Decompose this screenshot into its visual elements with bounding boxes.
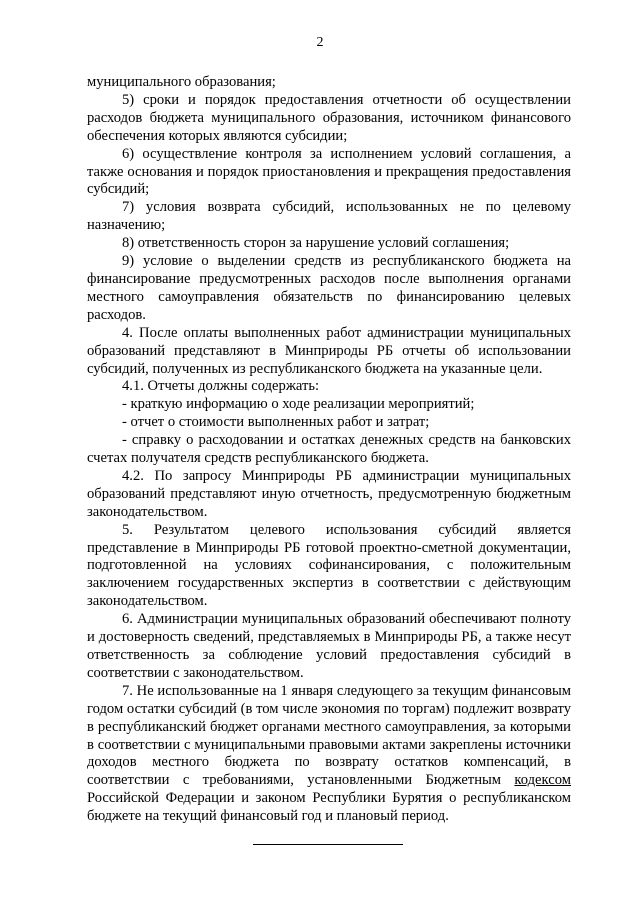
end-separator-line: [253, 844, 403, 845]
clause-7-text-start: 7. Не использованные на 1 января следующего за текущим финансовым годом остатки субсидий (в том числе экономия по торгам) подлежит возврату в республиканский бюджет органами местного самоуправления, за которыми в соответствии с муниципальными правовыми актами закреплены источники доходов местного бюджета по возврату остатков компенсаций, в соответствии с требованиями, установленными Бюджетным: [87, 682, 571, 789]
clause-6: 6. Администрации муниципальных образований обеспечивают полноту и достоверность сведений, представляемых в Минприроды РБ, а также несут ответственность за соблюдение условий предоставления субсидий в соответствии с законодательством.: [87, 611, 571, 681]
list-item-8: 8) ответственность сторон за нарушение условий соглашения;: [122, 235, 510, 252]
paragraph-continuation: муниципального образования;: [87, 74, 276, 90]
clause-4-1: 4.1. Отчеты должны содержать:: [122, 378, 320, 395]
budget-code-link[interactable]: кодексом: [514, 772, 571, 789]
list-item-9: 9) условие о выделении средств из республиканского бюджета на финансирование предусмотренных расходов после выполнения органами местного самоуправления обязательств по финансированию целевых расходов.: [87, 253, 571, 323]
clause-7-text-end: Российской Федерации и законом Республики Бурятия о республиканском бюджете на текущий финансовый год и плановый период.: [87, 790, 571, 825]
report-item-balance: - справку о расходовании и остатках денежных средств на банковских счетах получателя средств республиканского бюджета.: [87, 432, 571, 467]
clause-4-2: 4.2. По запросу Минприроды РБ администрации муниципальных образований представляют иную отчетность, предусмотренную бюджетным законодательством.: [87, 467, 571, 520]
list-item-5: 5) сроки и порядок предоставления отчетности об осуществлении расходов бюджета муниципального образования, источником финансового обеспечения которых являются субсидии;: [87, 91, 571, 144]
report-item-cost: - отчет о стоимости выполненных работ и затрат;: [122, 414, 430, 431]
report-item-info: - краткую информацию о ходе реализации мероприятий;: [122, 396, 475, 413]
list-item-7: 7) условия возврата субсидий, использованных не по целевому назначению;: [87, 199, 571, 234]
clause-5: 5. Результатом целевого использования субсидий является представление в Минприроды РБ готовой проектно-сметной документации, подготовленной на условиях софинансирования, с положительным заключением государственных экспертиз в соответствии с действующим законодательством.: [87, 521, 571, 610]
page-number: 2: [316, 35, 324, 50]
clause-4: 4. После оплаты выполненных работ администрации муниципальных образований представляют в Минприроды РБ отчеты об использовании субсидий, полученных из республиканского бюджета на указанные цели.: [87, 324, 571, 377]
clause-7: [87, 683, 571, 826]
list-item-6: 6) осуществление контроля за исполнением условий соглашения, а также основания и порядок приостановления и прекращения предоставления субсидий;: [87, 145, 571, 198]
document-body: [87, 74, 571, 826]
